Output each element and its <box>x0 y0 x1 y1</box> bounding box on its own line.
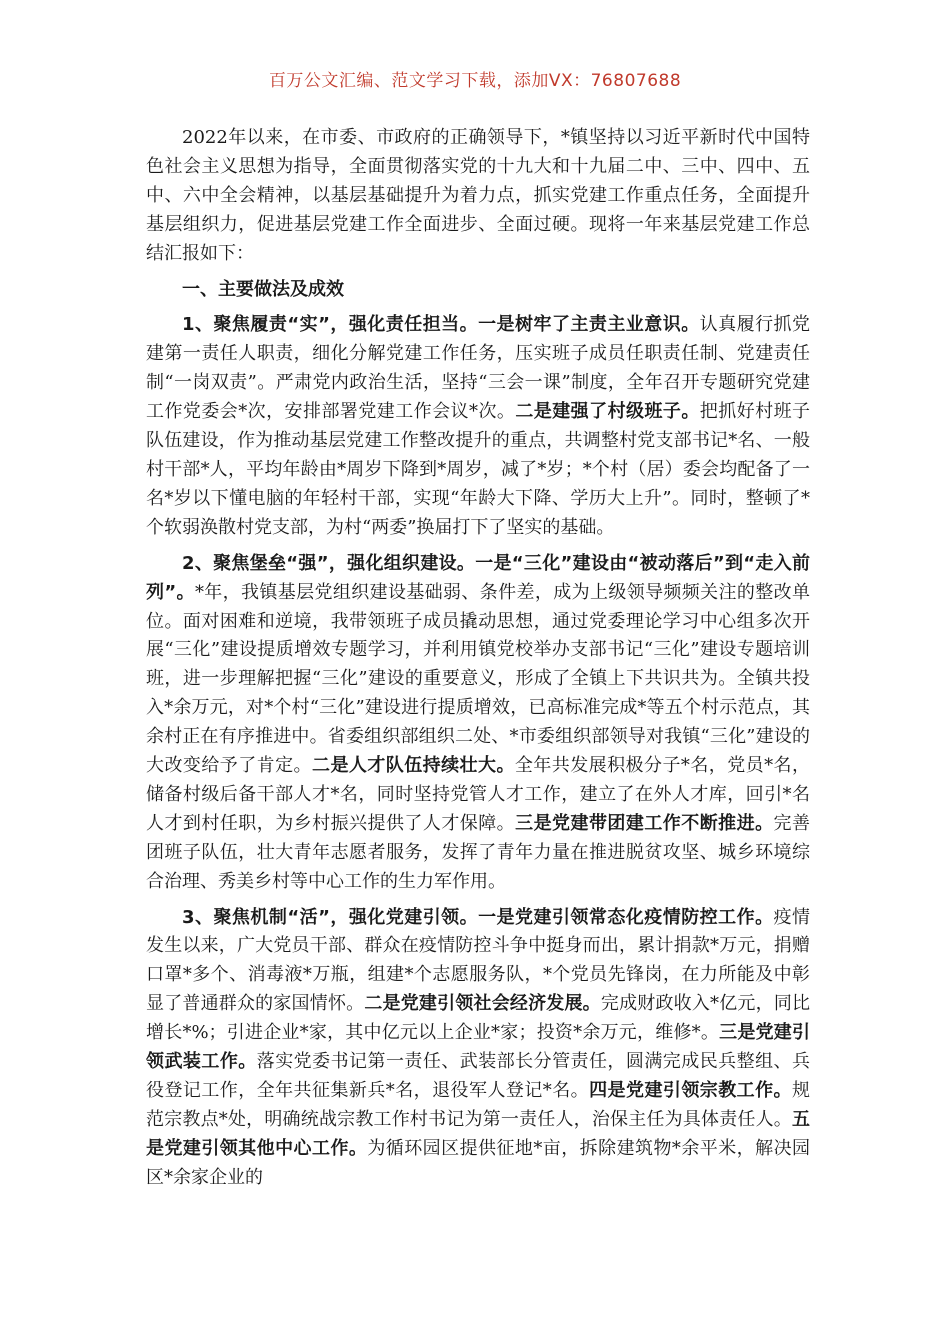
p3-text-2: 完成财政收入*亿元，同比增长*%；引进企业*家，其中亿元以上企业*家；投资*余万元，维修*。 <box>146 993 811 1044</box>
p2-lead: 2、聚焦堡垒“强”，强化组织建设。一是“三化”建设由“被动落后”到“走入前列”。 <box>146 552 810 603</box>
intro-paragraph <box>146 124 810 269</box>
intro-text: 2022年以来，在市委、市政府的正确领导下，*镇坚持以习近平新时代中国特色社会主义思想为指导，全面贯彻落实党的十九大和十九届二中、三中、四中、五中、六中全会精神，以基层基础提升为着力点，抓实党建工作重点任务，全面提升基层组织力，促进基层党建工作全面进步、全面过硬。现将一年来基层党建工作总结汇报如下： <box>146 127 810 264</box>
p3-bold-5: 五是党建引领其他中心工作。 <box>146 1108 810 1159</box>
paragraph-3 <box>146 904 810 1193</box>
p2-bold-2: 二是人才队伍持续壮大。 <box>312 755 515 777</box>
p2-bold-3: 三是党建带团建工作不断推进。 <box>515 812 774 834</box>
p2-text-2: 全年共发展积极分子*名，党员*名，储备村级后备干部人才*名，同时坚持党管人才工作，建立了在外人才库，回引*名人才到村任职，为乡村振兴提供了人才保障。 <box>146 755 811 834</box>
p3-text-4: 规范宗教点*处，明确统战宗教工作村书记为第一责任人，治保主任为具体责任人。 <box>146 1080 810 1130</box>
paragraph-2 <box>146 550 810 897</box>
p1-lead: 1、聚焦履责“实”，强化责任担当。一是树牢了主责主业意识。 <box>182 314 700 336</box>
p1-text-1: 认真履行抓党建第一责任人职责，细化分解党建工作任务，压实班子成员任职责任制、党建责任制“一岗双责”。严肃党内政治生活，坚持“三会一课”制度，全年召开专题研究党建工作党委会*次，安排部署党建工作会议*次。 <box>146 314 810 423</box>
paragraph-1 <box>146 311 810 542</box>
p3-bold-3: 三是党建引领武装工作。 <box>146 1022 811 1073</box>
document-body <box>146 124 810 1193</box>
p1-text-2: 把抓好村班子队伍建设，作为推动基层党建工作整改提升的重点，共调整村党支部书记*名、一般村干部*人，平均年龄由*周岁下降到*周岁，减了*岁；*个村（居）委会均配备了一名*岁以下懂电脑的年轻村干部，实现“年龄大下降、学历大上升”。同时，整顿了*个软弱涣散村党支部，为村“两委”换届打下了坚实的基础。 <box>146 401 811 538</box>
p1-bold-2: 二是建强了村级班子。 <box>515 401 700 423</box>
p3-bold-4: 四是党建引领宗教工作。 <box>589 1080 792 1101</box>
section-heading: 一、主要做法及成效 <box>182 278 344 300</box>
p3-text-1: 疫情发生以来，广大党员干部、群众在疫情防控斗争中挺身而出，累计捐款*万元，捐赠口罩*多个、消毒液*万瓶，组建*个志愿服务队，*个党员先锋岗，在力所能及中彰显了普通群众的家国情怀。 <box>146 906 810 1015</box>
p3-text-5: 为循环园区提供征地*亩，拆除建筑物*余平米，解决园区*余家企业的 <box>146 1137 811 1188</box>
p2-text-1: *年，我镇基层党组织建设基础弱、条件差，成为上级领导频频关注的整改单位。面对困难和逆境，我带领班子成员撬动思想，通过党委理论学习中心组多次开展“三化”建设提质增效专题学习，并利用镇党校举办支部书记“三化”建设专题培训班，进一步理解把握“三化”建设的重要意义，形成了全镇上下共识共为。全镇共投入*余万元，对*个村“三化”建设进行提质增效，已高标准完成*等五个村示范点，其余村正在有序推进中。省委组织部组织二处、*市委组织部领导对我镇“三化”建设的大改变给予了肯定。 <box>146 581 810 777</box>
p2-text-3: 完善团班子队伍，壮大青年志愿者服务，发挥了青年力量在推进脱贫攻坚、城乡环境综合治理、秀美乡村等中心工作的生力军作用。 <box>146 812 811 892</box>
p3-lead: 3、聚焦机制“活”，强化党建引领。一是党建引领常态化疫情防控工作。 <box>182 906 774 928</box>
p3-bold-2: 二是党建引领社会经济发展。 <box>364 993 601 1015</box>
watermark-header: 百万公文汇编、范文学习下载，添加VX：76807688 <box>268 71 682 91</box>
p3-text-3: 落实党委书记第一责任、武装部长分管责任，圆满完成民兵整组、兵役登记工作，全年共征集新兵*名，退役军人登记*名。 <box>146 1051 811 1101</box>
